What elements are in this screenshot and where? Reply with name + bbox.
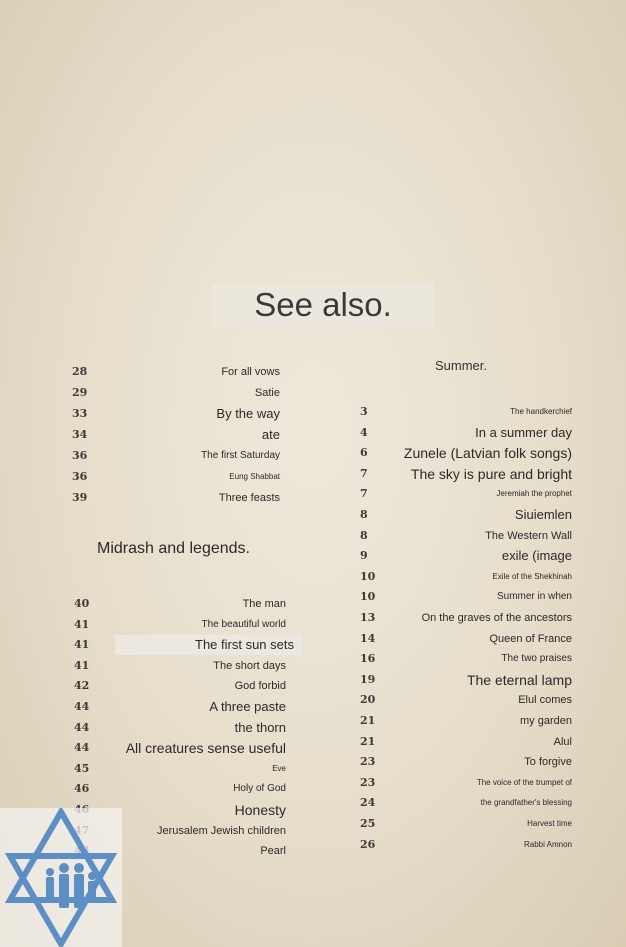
index-row bbox=[0, 711, 626, 731]
section-title-summer: Summer. bbox=[435, 358, 488, 373]
entry-title: The Western Wall bbox=[485, 529, 572, 542]
index-row bbox=[0, 649, 626, 669]
entry-title: Eung Shabbat bbox=[229, 472, 280, 481]
index-row bbox=[0, 423, 626, 443]
page-number: 4 bbox=[360, 425, 368, 439]
entry-title: Pearl bbox=[260, 845, 286, 858]
entry-title: To forgive bbox=[524, 756, 572, 769]
entry-title: Elul comes bbox=[518, 694, 572, 707]
entry-title: The short days bbox=[213, 659, 286, 672]
page-number: 3 bbox=[360, 405, 368, 418]
entry-title: Zunele (Latvian folk songs) bbox=[403, 445, 572, 462]
index-row bbox=[0, 402, 626, 422]
entry-title: Alul bbox=[553, 735, 572, 748]
page-number: 8 bbox=[360, 528, 368, 542]
index-row bbox=[0, 484, 626, 504]
page-number: 21 bbox=[360, 734, 376, 748]
page-number: 24 bbox=[360, 796, 376, 810]
entry-title: Three feasts bbox=[218, 492, 280, 504]
entry-title: Exile of the Shekhinah bbox=[492, 571, 572, 581]
page-number: 10 bbox=[360, 569, 376, 583]
page-number: 10 bbox=[360, 590, 376, 604]
index-row bbox=[0, 629, 626, 649]
entry-title: A three paste bbox=[209, 699, 286, 714]
page-number: 34 bbox=[72, 428, 88, 441]
index-row bbox=[0, 464, 626, 484]
page-number: 46 bbox=[74, 782, 90, 796]
page-number: 42 bbox=[74, 679, 90, 693]
entry-title: Satie bbox=[254, 387, 280, 399]
index-row bbox=[0, 608, 626, 628]
page-number: 33 bbox=[72, 407, 88, 420]
page-number: 40 bbox=[74, 597, 90, 610]
entry-title: The first Saturday bbox=[201, 450, 280, 461]
page-number: 20 bbox=[360, 693, 376, 707]
page-number: 13 bbox=[360, 611, 376, 624]
entry-title: The handkerchief bbox=[510, 407, 572, 416]
entry-title: In a summer day bbox=[475, 424, 572, 440]
page-number: 23 bbox=[360, 775, 376, 789]
entry-title: The beautiful world bbox=[201, 618, 286, 630]
entry-title: Holy of God bbox=[233, 783, 286, 795]
page-number: 44 bbox=[74, 720, 90, 734]
index-row bbox=[0, 362, 626, 382]
page-number: 36 bbox=[72, 449, 88, 462]
entry-title: The sky is pure and bright bbox=[410, 465, 572, 482]
index-row bbox=[0, 587, 626, 607]
entry-title: The eternal lamp bbox=[466, 671, 572, 688]
entry-title: The man bbox=[242, 598, 286, 610]
page-number: 41 bbox=[74, 638, 90, 652]
entry-title: Jerusalem Jewish children bbox=[157, 824, 286, 837]
entry-title: All creatures sense useful bbox=[125, 740, 286, 757]
page-number: 39 bbox=[72, 491, 88, 504]
index-row bbox=[0, 505, 626, 525]
index-row bbox=[0, 690, 626, 710]
page-number: 19 bbox=[360, 672, 376, 686]
entry-title: For all vows bbox=[221, 366, 280, 378]
index-row bbox=[0, 732, 626, 752]
page-number: 44 bbox=[74, 700, 90, 713]
index-row bbox=[0, 526, 626, 546]
page-number: 8 bbox=[360, 508, 368, 521]
entry-title: On the graves of the ancestors bbox=[421, 612, 572, 624]
index-row bbox=[0, 443, 626, 463]
entry-title: Summer in when bbox=[496, 591, 572, 603]
page-number: 7 bbox=[360, 466, 368, 480]
page-number: 6 bbox=[360, 446, 368, 460]
section-title-midrash: Midrash and legends. bbox=[97, 540, 250, 557]
page-number: 41 bbox=[74, 617, 90, 631]
entry-title: God forbid bbox=[234, 680, 286, 693]
page-number: 28 bbox=[72, 365, 88, 378]
page-number: 41 bbox=[74, 658, 90, 672]
index-row bbox=[0, 546, 626, 566]
star-of-david-family-icon bbox=[0, 808, 122, 947]
index-row bbox=[0, 670, 626, 690]
entry-title: Honesty bbox=[234, 802, 286, 818]
entry-title: my garden bbox=[520, 715, 572, 727]
entry-title: Eve bbox=[272, 763, 286, 773]
index-row bbox=[0, 773, 626, 793]
page-number: 44 bbox=[74, 741, 90, 755]
page-title: See also. bbox=[212, 283, 434, 327]
entry-title: Queen of France bbox=[489, 632, 572, 645]
page-number: 7 bbox=[360, 487, 368, 501]
page-number: 25 bbox=[360, 817, 376, 830]
index-row bbox=[0, 383, 626, 403]
entry-title: Rabbi Amnon bbox=[523, 839, 572, 849]
entry-title: The first sun sets bbox=[115, 635, 302, 655]
entry-title: exile (image bbox=[501, 548, 572, 564]
entry-title: The two praises bbox=[501, 653, 572, 665]
page-number: 14 bbox=[360, 631, 376, 645]
entry-title: the thorn bbox=[234, 719, 286, 735]
page-number: 26 bbox=[360, 837, 376, 851]
entry-title: the grandfather's blessing bbox=[480, 798, 572, 808]
entry-title: Jeremiah the prophet bbox=[496, 489, 572, 499]
page-number: 36 bbox=[72, 470, 88, 483]
page-number: 45 bbox=[74, 761, 90, 775]
entry-title: Siuiemlen bbox=[514, 507, 572, 522]
entry-title: Harvest time bbox=[527, 819, 572, 828]
page-number: 16 bbox=[360, 652, 376, 666]
entry-title: ate bbox=[261, 427, 280, 442]
page-number: 29 bbox=[72, 386, 88, 399]
page-number: 23 bbox=[360, 755, 376, 769]
entry-title: By the way bbox=[216, 406, 280, 421]
index-row bbox=[0, 567, 626, 587]
entry-title: The voice of the trumpet of bbox=[476, 777, 572, 787]
page-number: 21 bbox=[360, 714, 376, 727]
index-row bbox=[0, 752, 626, 772]
page-number: 9 bbox=[360, 549, 368, 563]
